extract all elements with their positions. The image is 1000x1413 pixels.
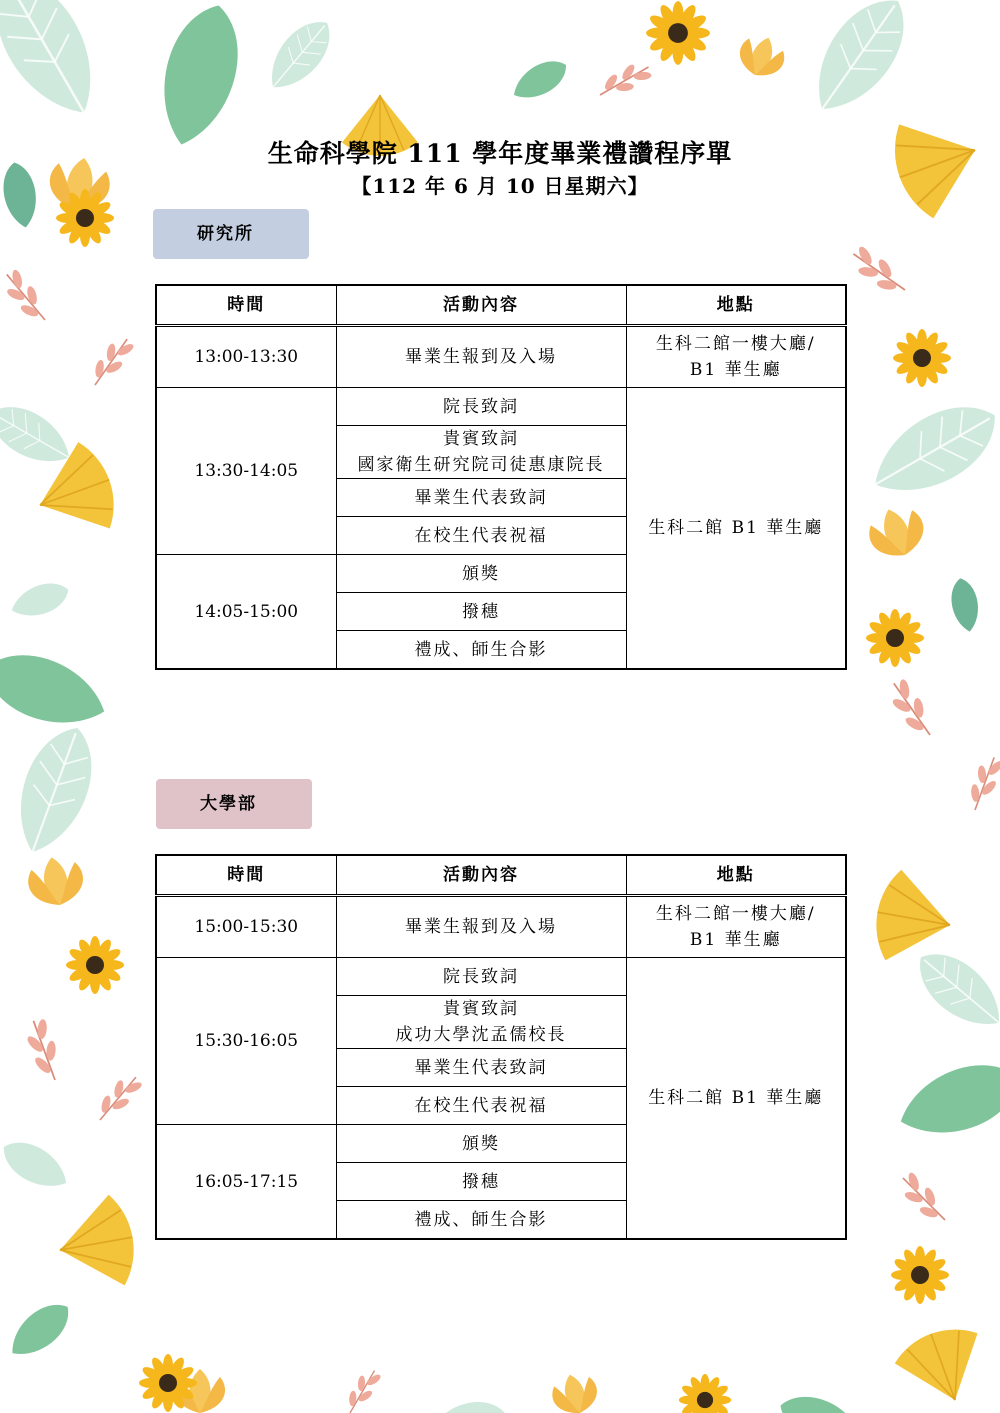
location-line: B1 華生廳 (689, 930, 782, 950)
schedule-table-graduate (155, 284, 847, 670)
location-line: B1 華生廳 (689, 360, 782, 380)
schedule-table-undergrad (155, 854, 847, 1240)
table-row (156, 958, 846, 996)
location-line: 生科二館一樓大廳/ (655, 904, 816, 924)
document-title: 生命科學院 111 學年度畢業禮讚程序單 (267, 139, 733, 168)
location-cell (626, 896, 846, 958)
location-cell (626, 326, 846, 388)
location-cell: 生科二館 B1 華生廳 (626, 388, 846, 670)
table-header-row (156, 285, 846, 326)
column-header-location: 地點 (626, 855, 846, 896)
column-header-time: 時間 (156, 285, 336, 326)
ceremony-date: 【112 年 6 月 10 日星期六】 (351, 174, 649, 198)
activity-line: 貴賓致詞 (443, 999, 519, 1019)
activity-cell (336, 996, 626, 1049)
location-line: 生科二館一樓大廳/ (655, 334, 816, 354)
time-cell: 14:05-15:00 (156, 555, 336, 670)
table-header-row (156, 855, 846, 896)
column-header-time: 時間 (156, 855, 336, 896)
activity-line: 成功大學沈孟儒校長 (395, 1025, 567, 1045)
section-tag-graduate: 研究所 (153, 209, 309, 259)
column-header-activity: 活動內容 (336, 285, 626, 326)
section-tag-undergrad: 大學部 (156, 779, 312, 829)
activity-cell: 在校生代表祝福 (336, 1087, 626, 1125)
activity-cell: 畢業生代表致詞 (336, 1049, 626, 1087)
time-cell: 13:30-14:05 (156, 388, 336, 555)
activity-cell: 頒獎 (336, 1125, 626, 1163)
activity-cell: 畢業生報到及入場 (336, 326, 626, 388)
activity-cell: 頒獎 (336, 555, 626, 593)
time-cell: 16:05-17:15 (156, 1125, 336, 1240)
activity-cell: 畢業生報到及入場 (336, 896, 626, 958)
activity-cell: 在校生代表祝福 (336, 517, 626, 555)
activity-cell: 禮成、師生合影 (336, 631, 626, 670)
activity-cell: 禮成、師生合影 (336, 1201, 626, 1240)
activity-cell: 撥穗 (336, 1163, 626, 1201)
time-cell: 13:00-13:30 (156, 326, 336, 388)
time-cell: 15:30-16:05 (156, 958, 336, 1125)
activity-cell: 院長致詞 (336, 388, 626, 426)
table-row (156, 326, 846, 388)
activity-cell: 院長致詞 (336, 958, 626, 996)
time-cell: 15:00-15:30 (156, 896, 336, 958)
activity-cell (336, 426, 626, 479)
column-header-location: 地點 (626, 285, 846, 326)
activity-cell: 畢業生代表致詞 (336, 479, 626, 517)
column-header-activity: 活動內容 (336, 855, 626, 896)
activity-cell: 撥穗 (336, 593, 626, 631)
location-cell: 生科二館 B1 華生廳 (626, 958, 846, 1240)
activity-line: 貴賓致詞 (443, 429, 519, 449)
table-row (156, 388, 846, 426)
activity-line: 國家衛生研究院司徒惠康院長 (357, 455, 605, 475)
table-row (156, 896, 846, 958)
